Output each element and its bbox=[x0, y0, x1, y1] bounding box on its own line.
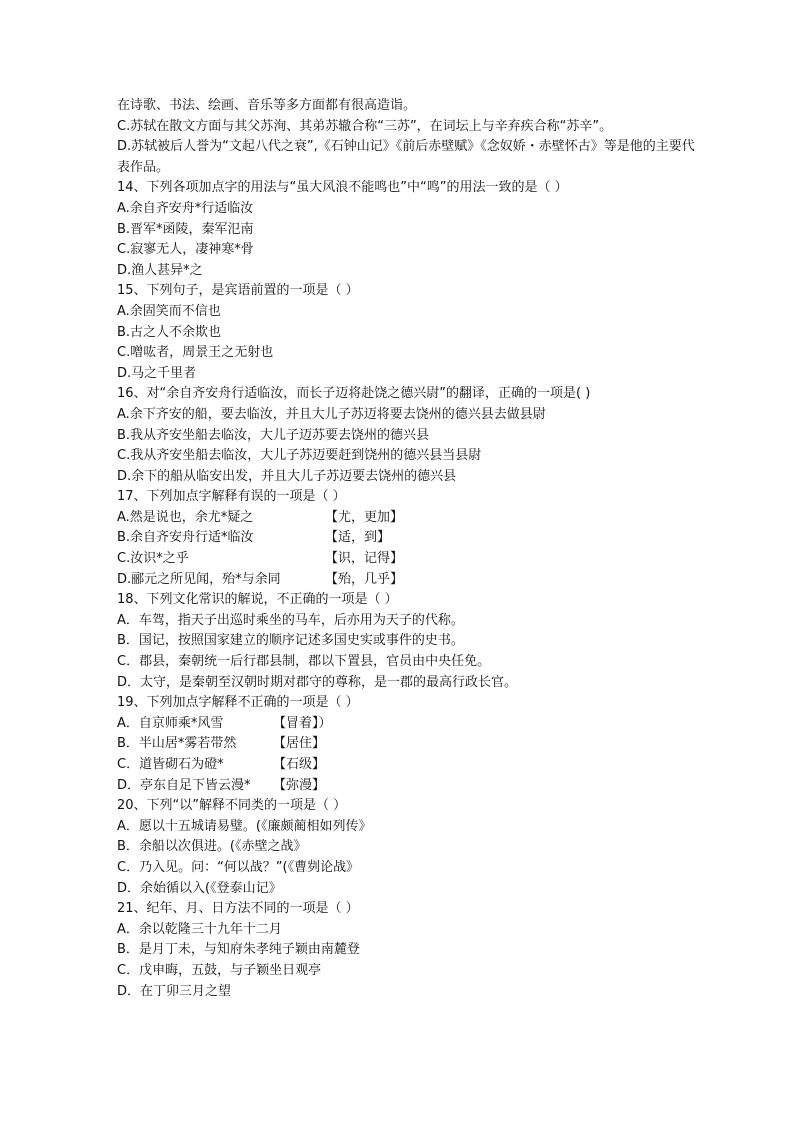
question-16 bbox=[117, 384, 697, 487]
option-b: B.古之人不余欺也 bbox=[117, 324, 222, 340]
question-19 bbox=[117, 693, 697, 796]
option-text: A．自京师乘*风雪 bbox=[117, 715, 224, 731]
option-d: D．余始循以入(《登泰山记》 bbox=[117, 880, 282, 896]
option-gloss: 【弥漫】 bbox=[273, 777, 326, 793]
question-stem: 17、下列加点字解释有误的一项是（ ） bbox=[117, 489, 346, 505]
question-stem: 15、下列句子，是宾语前置的一项是（ ） bbox=[117, 283, 359, 299]
option-c bbox=[117, 549, 697, 570]
option-b: B.我从齐安坐船去临汝，大儿子迈苏要去饶州的德兴县 bbox=[117, 427, 430, 443]
option-b: B．余船以次俱进。(《赤壁之战》 bbox=[117, 839, 307, 855]
option-b: B.晋军*函陵，秦军氾南 bbox=[117, 221, 254, 237]
option-gloss: 【尤，更加】 bbox=[325, 509, 404, 525]
option-d: D．在丁卯三月之望 bbox=[117, 983, 232, 999]
option-c: C．戊申晦，五鼓，与子颖坐日观亭 bbox=[117, 962, 322, 978]
question-18 bbox=[117, 590, 697, 693]
intro-line: 在诗歌、书法、绘画、音乐等多方面都有很高造诣。 bbox=[117, 98, 417, 113]
question-15 bbox=[117, 281, 697, 384]
question-stem: 19、下列加点字解释不正确的一项是（ ） bbox=[117, 695, 359, 711]
question-14 bbox=[117, 178, 697, 281]
option-d: D．太守，是秦朝至汉朝时期对郡守的尊称，是一郡的最高行政长官。 bbox=[117, 674, 518, 690]
option-gloss: 【石级】 bbox=[273, 757, 326, 772]
document-page bbox=[117, 96, 697, 1002]
option-text: C.汝识*之乎 bbox=[117, 551, 189, 567]
option-d: D.渔人甚异*之 bbox=[117, 262, 203, 278]
option-a: A.余固笑而不信也 bbox=[117, 303, 221, 319]
option-a bbox=[117, 508, 697, 529]
intro-option-d: D.苏轼被后人誉为“文起八代之衰”,《石钟山记》《前后赤壁赋》《念奴娇・赤壁怀古》等是他的主要代表作品。 bbox=[117, 139, 695, 175]
option-c: C．乃入见。问：“何以战？”(《曹刿论战》 bbox=[117, 859, 360, 875]
question-stem: 14、下列各项加点字的用法与“虽大风浪不能鸣也”中“鸣”的用法一致的是（ ） bbox=[117, 180, 568, 196]
question-stem: 20、下列“以”解释不同类的一项是（ ） bbox=[117, 798, 347, 814]
option-gloss: 【识，记得】 bbox=[325, 551, 404, 567]
option-b: B．国记，按照国家建立的顺序记述多国史实或事件的史书。 bbox=[117, 633, 464, 649]
option-d: D.马之千里者 bbox=[117, 365, 197, 381]
option-a: A.余下齐安的船，要去临汝，并且大儿子苏迈将要去饶州的德兴县去做县尉 bbox=[117, 406, 546, 422]
option-a: A.余自齐安舟*行适临汝 bbox=[117, 200, 254, 216]
option-text: B.余自齐安舟行适*临汝 bbox=[117, 530, 254, 546]
option-a: A．余以乾隆三十九年十二月 bbox=[117, 921, 282, 937]
intro-option-c: C.苏轼在散文方面与其父苏洵、其弟苏辙合称“三苏”，在词坛上与辛弃疾合称“苏辛”。 bbox=[117, 118, 613, 134]
option-gloss: 【殆，几乎】 bbox=[325, 571, 404, 587]
question-stem: 21、纪年、月、日方法不同的一项是（ ） bbox=[117, 901, 359, 917]
question-21 bbox=[117, 899, 697, 1002]
option-d bbox=[117, 570, 697, 591]
option-text: A.然是说也，余尤*疑之 bbox=[117, 509, 254, 525]
option-b bbox=[117, 528, 697, 549]
option-c bbox=[117, 755, 697, 776]
option-c: C.寂寥无人，凄神寒*骨 bbox=[117, 242, 254, 258]
option-a: A．愿以十五城请易璧。(《廉颇蔺相如列传》 bbox=[117, 818, 372, 834]
option-b bbox=[117, 734, 697, 755]
option-gloss: 【居住】 bbox=[273, 736, 326, 752]
option-text: C．道皆砌石为磴* bbox=[117, 757, 224, 772]
option-gloss: 【冒着】） bbox=[273, 715, 332, 731]
question-17 bbox=[117, 487, 697, 590]
option-text: D．亭东自足下皆云漫* bbox=[117, 777, 251, 793]
option-text: B．半山居*雾若带然 bbox=[117, 736, 237, 752]
option-text: D.郦元之所见闻，殆*与余同 bbox=[117, 571, 281, 587]
option-b: B．是月丁未，与知府朱孝纯子颖由南麓登 bbox=[117, 942, 360, 958]
question-stem: 18、下列文化常识的解说，不正确的一项是（ ） bbox=[117, 592, 398, 608]
question-20 bbox=[117, 796, 697, 899]
option-c: C.我从齐安坐船去临汝，大儿子苏迈要赶到饶州的德兴县当县尉 bbox=[117, 448, 482, 464]
option-d: D.余下的船从临安出发，并且大儿子苏迈要去饶州的德兴县 bbox=[117, 468, 457, 484]
question-stem: 16、对“余自齐安舟行适临汝，而长子迈将赴饶之德兴尉”的翻译，正确的一项是( ) bbox=[117, 386, 591, 402]
option-a: A．车驾，指天子出巡时乘坐的马车，后亦用为天子的代称。 bbox=[117, 612, 464, 628]
option-c: C.噌吰者，周景王之无射也 bbox=[117, 345, 274, 361]
option-gloss: 【适，到】 bbox=[325, 530, 391, 546]
intro-block bbox=[117, 96, 697, 178]
option-c: C．郡县，秦朝统一后行郡县制，郡以下置县，官员由中央任免。 bbox=[117, 654, 491, 670]
option-d bbox=[117, 776, 697, 797]
option-a bbox=[117, 714, 697, 735]
